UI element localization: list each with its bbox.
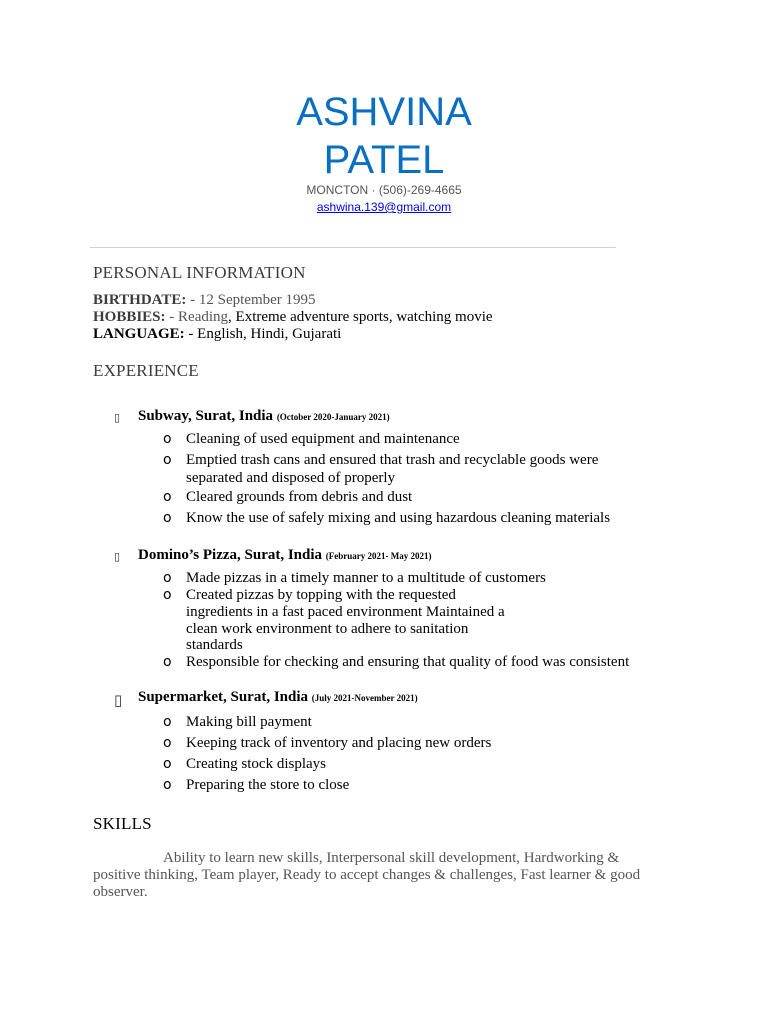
list-item: Cleaning of used equipment and maintenance bbox=[186, 431, 460, 447]
list-item: Created pizzas by topping with the requested bbox=[186, 587, 456, 603]
bullet-icon: o bbox=[163, 510, 172, 526]
section-heading-personal: PERSONAL INFORMATION bbox=[93, 263, 306, 282]
list-item-continuation: clean work environment to adhere to sanitation bbox=[186, 621, 469, 637]
email-link[interactable]: ashwina.139@gmail.com bbox=[316, 200, 452, 214]
birthdate-value: - 12 September 1995 bbox=[190, 292, 316, 308]
bullet-icon: o bbox=[163, 654, 172, 670]
job-title-row bbox=[138, 547, 432, 564]
header-divider bbox=[90, 247, 616, 248]
hobbies-dash: - bbox=[169, 309, 179, 325]
job-dates: (February 2021- May 2021) bbox=[325, 551, 432, 561]
list-item: Cleared grounds from debris and dust bbox=[186, 489, 413, 505]
list-item-continuation: separated and disposed of properly bbox=[186, 470, 396, 486]
list-item: Preparing the store to close bbox=[186, 777, 350, 793]
name-last: PATEL bbox=[323, 138, 445, 182]
contact-line: MONCTON · (506)-269-4665 bbox=[306, 183, 462, 197]
bullet-icon: o bbox=[163, 735, 172, 751]
list-item: Keeping track of inventory and placing new orders bbox=[186, 735, 492, 751]
language-row bbox=[93, 326, 341, 343]
hobbies-row bbox=[93, 309, 493, 326]
birthdate-label: BIRTHDATE: bbox=[93, 292, 187, 308]
bullet-icon: o bbox=[163, 489, 172, 505]
language-value: - English, Hindi, Gujarati bbox=[188, 326, 342, 342]
bullet-icon: o bbox=[163, 587, 172, 603]
job-title: Supermarket, Surat, India bbox=[138, 689, 309, 705]
bullet-icon: o bbox=[163, 431, 172, 447]
bullet-icon: o bbox=[163, 570, 172, 586]
job-box-icon: ▯ bbox=[114, 691, 123, 709]
job-title: Domino’s Pizza, Surat, India bbox=[138, 547, 323, 563]
hobbies-label: HOBBIES: bbox=[93, 309, 166, 325]
list-item: Making bill payment bbox=[186, 714, 312, 730]
job-title: Subway, Surat, India bbox=[138, 408, 274, 424]
list-item: Responsible for checking and ensuring that quality of food was consistent bbox=[186, 654, 630, 670]
job-dates: (October 2020-January 2021) bbox=[276, 412, 390, 422]
section-heading-experience: EXPERIENCE bbox=[93, 361, 199, 380]
bullet-icon: o bbox=[163, 452, 172, 468]
hobbies-rest: , Extreme adventure sports, watching movie bbox=[228, 309, 493, 325]
job-box-icon: ▯ bbox=[114, 411, 121, 424]
skills-paragraph: Ability to learn new skills, Interpersonal skill development, Hardworking & positive thinking, Team player, Ready to accept changes & challenges, Fast learner & good observer. bbox=[93, 850, 641, 900]
bullet-icon: o bbox=[163, 756, 172, 772]
section-heading-skills: SKILLS bbox=[93, 814, 152, 833]
language-label: LANGUAGE: bbox=[93, 326, 185, 342]
list-item: Made pizzas in a timely manner to a multitude of customers bbox=[186, 570, 546, 586]
name-first: ASHVINA bbox=[296, 90, 472, 134]
birthdate-row bbox=[93, 292, 316, 309]
hobbies-first: Reading bbox=[178, 309, 229, 325]
list-item: Know the use of safely mixing and using hazardous cleaning materials bbox=[186, 510, 611, 526]
bullet-icon: o bbox=[163, 777, 172, 793]
bullet-icon: o bbox=[163, 714, 172, 730]
job-title-row bbox=[138, 408, 390, 425]
job-box-icon: ▯ bbox=[114, 550, 121, 563]
list-item-continuation: standards bbox=[186, 637, 243, 653]
list-item: Creating stock displays bbox=[186, 756, 326, 772]
job-dates: (July 2021-November 2021) bbox=[311, 693, 418, 703]
list-item-continuation: ingredients in a fast paced environment Maintained a bbox=[186, 604, 505, 620]
job-title-row bbox=[138, 689, 418, 706]
list-item: Emptied trash cans and ensured that trash and recyclable goods were bbox=[186, 452, 599, 468]
